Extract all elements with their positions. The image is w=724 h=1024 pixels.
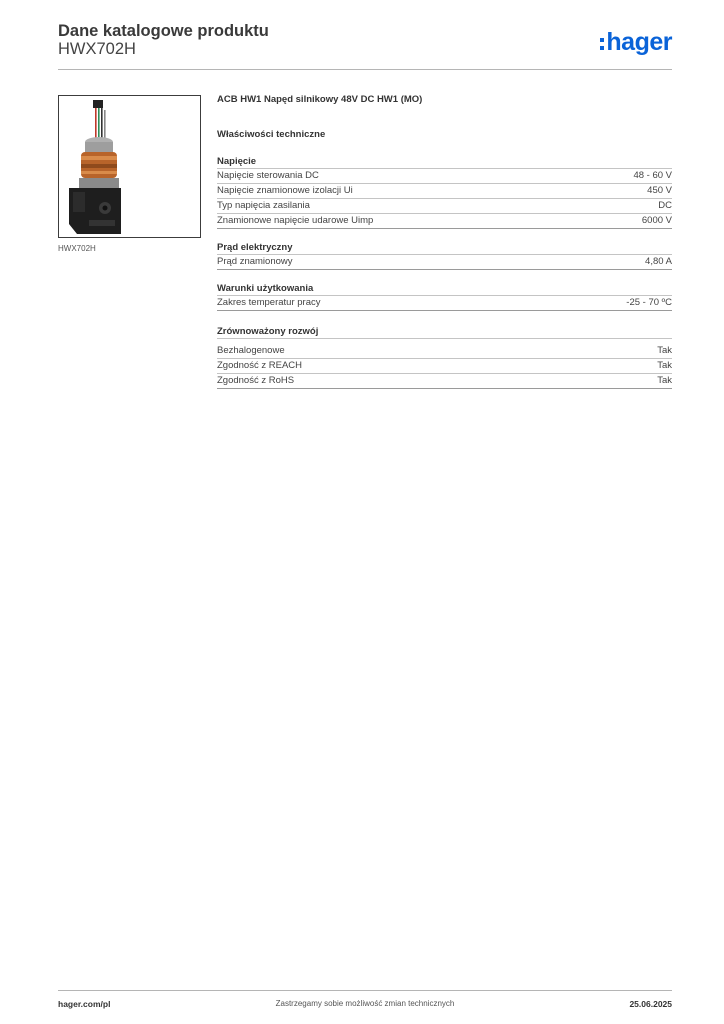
row-value: -25 - 70 ºC — [626, 297, 672, 308]
table-row — [217, 169, 672, 184]
row-label: Zakres temperatur pracy — [217, 297, 321, 308]
row-label: Zgodność z REACH — [217, 360, 303, 371]
section-conditions — [217, 282, 672, 311]
section-voltage — [217, 155, 672, 229]
row-label: Napięcie sterowania DC — [217, 170, 319, 181]
table-row — [217, 344, 672, 359]
row-label: Prąd znamionowy — [217, 256, 293, 267]
table-row — [217, 374, 672, 389]
product-code: HWX702H — [58, 40, 136, 58]
section-sustainability — [217, 325, 672, 389]
section-current — [217, 241, 672, 270]
row-label: Bezhalogenowe — [217, 345, 285, 356]
section-title: Warunki użytkowania — [217, 282, 672, 296]
row-value: 450 V — [647, 185, 672, 196]
motor-drive-icon — [59, 96, 200, 237]
row-value: Tak — [657, 360, 672, 371]
table-row — [217, 359, 672, 374]
page-header — [58, 20, 672, 70]
table-row — [217, 255, 672, 270]
page-footer — [58, 990, 672, 1015]
product-image — [58, 95, 201, 238]
page-title: Dane katalogowe produktu — [58, 22, 269, 40]
row-label: Napięcie znamionowe izolacji Ui — [217, 185, 353, 196]
row-value: 48 - 60 V — [633, 170, 672, 181]
table-row — [217, 296, 672, 311]
row-value: 4,80 A — [645, 256, 672, 267]
section-title: Prąd elektryczny — [217, 241, 672, 255]
row-value: Tak — [657, 375, 672, 386]
table-row — [217, 199, 672, 214]
table-row — [217, 214, 672, 229]
logo-dots-icon — [600, 38, 604, 50]
row-label: Znamionowe napięcie udarowe Uimp — [217, 215, 374, 226]
table-row — [217, 184, 672, 199]
row-value: 6000 V — [641, 215, 672, 226]
row-value: Tak — [657, 345, 672, 356]
row-label: Typ napięcia zasilania — [217, 200, 310, 211]
section-title: Napięcie — [217, 155, 672, 169]
disclaimer-note: Zastrzegamy sobie możliwość zmian technicznych — [275, 999, 455, 1008]
row-label: Zgodność z RoHS — [217, 375, 295, 386]
row-value: DC — [658, 200, 672, 211]
product-description: ACB HW1 Napęd silnikowy 48V DC HW1 (MO) — [217, 94, 423, 105]
product-content — [217, 94, 672, 389]
document-date: 25.06.2025 — [629, 999, 672, 1009]
properties-title: Właściwości techniczne — [217, 129, 326, 140]
logo-text: hager — [606, 27, 672, 56]
section-title: Zrównoważony rozwój — [217, 325, 672, 339]
hager-logo — [600, 28, 672, 56]
image-caption: HWX702H — [58, 244, 96, 253]
website-link[interactable]: hager.com/pl — [58, 999, 111, 1009]
